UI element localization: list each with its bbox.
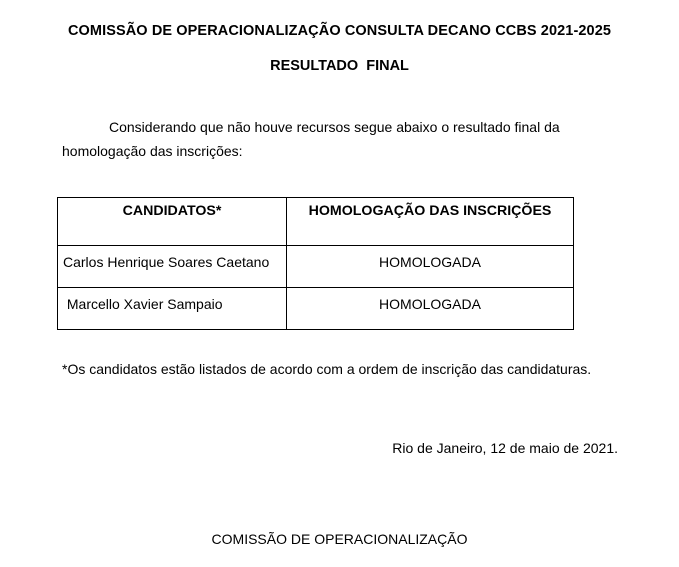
homologation-status-cell: HOMOLOGADA: [287, 246, 574, 288]
footnote-text: *Os candidatos estão listados de acordo com a ordem de inscrição das candidaturas.: [62, 361, 592, 377]
homologation-table: [57, 197, 574, 330]
signature-commission-line: COMISSÃO DE OPERACIONALIZAÇÃO: [211, 531, 468, 547]
date-place-line: Rio de Janeiro, 12 de maio de 2021.: [392, 440, 618, 456]
column-header-candidates: CANDIDATOS*: [58, 198, 287, 246]
table-row: [58, 288, 574, 330]
table-row: [58, 246, 574, 288]
document-title: COMISSÃO DE OPERACIONALIZAÇÃO CONSULTA DECANO CCBS 2021-2025: [67, 23, 612, 39]
intro-paragraph: Considerando que não houve recursos segue abaixo o resultado final da homologação das inscrições:: [62, 119, 560, 159]
table-header-row: [58, 198, 574, 246]
candidate-name-cell: Marcello Xavier Sampaio: [58, 288, 287, 330]
document-subtitle: RESULTADO FINAL: [270, 58, 409, 74]
homologation-status-cell: HOMOLOGADA: [287, 288, 574, 330]
candidate-name-cell: Carlos Henrique Soares Caetano: [58, 246, 287, 288]
column-header-homologation: HOMOLOGAÇÃO DAS INSCRIÇÕES: [287, 198, 574, 246]
